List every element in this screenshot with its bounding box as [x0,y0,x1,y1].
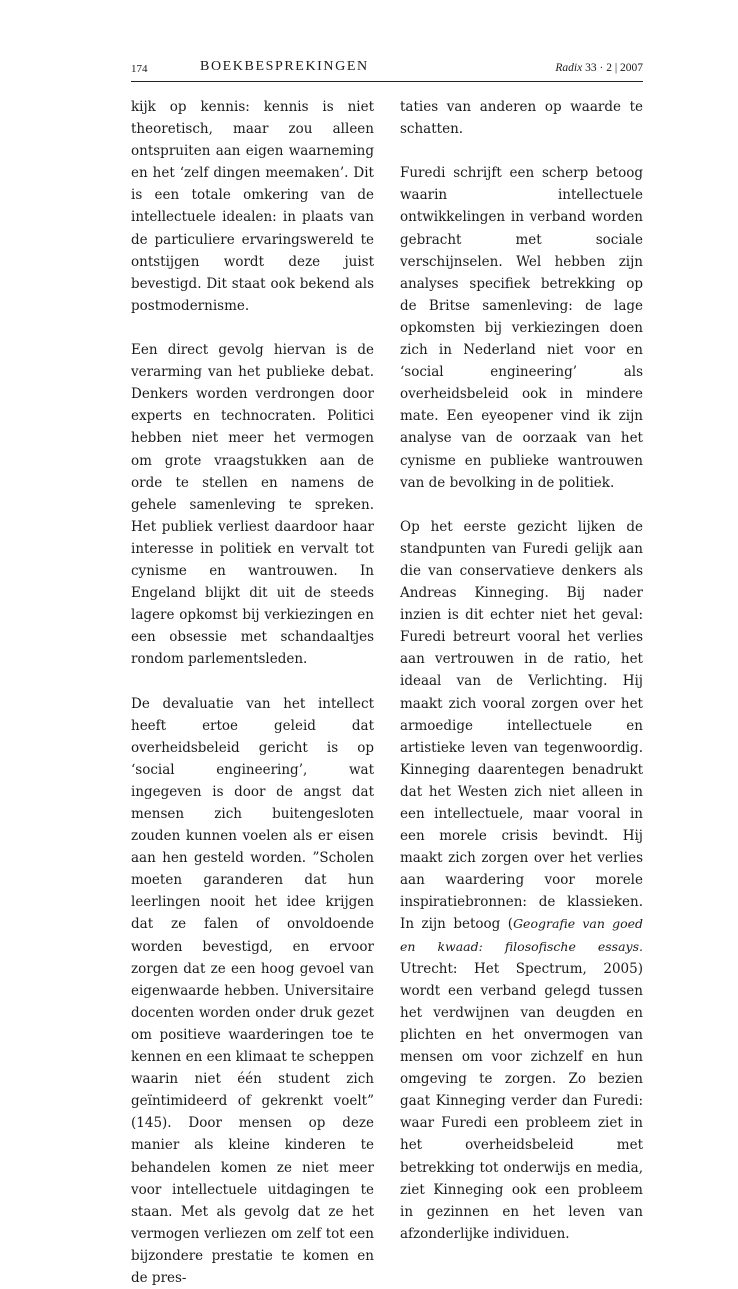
paragraph: taties van anderen op waarde te schatten. [400,99,643,138]
paragraph-text: Utrecht: Het Spectrum, 2005) wordt een verband gelegd tussen het verdwijnen van deugden en plichten en het onvermogen van mensen om voor zichzelf en hun omgeving te zorgen. Zo bezien gaat Kinneging verder dan Furedi: waar Furedi een probleem ziet in het overheidsbeleid met betrekking tot onderwijs en media, ziet Kinneging ook een probleem in gezinnen en het leven van afzonderlijke individuen. [400,960,643,1242]
book-reference: Geografie van goed en kwaad: filosofische essays. [400,916,643,954]
running-header [131,57,643,82]
paragraph: De devaluatie van het intellect heeft ertoe geleid dat overheidsbeleid gericht is op ‘social engineering’, wat ingegeven is door de angst dat mensen zich buitengesloten zouden kunnen voelen als er eisen aan hen gesteld worden. ”Scholen moeten garanderen dat hun leerlingen nooit het idee krijgen dat ze falen of onvoldoende worden bevestigd, en ervoor zorgen dat ze een hoog gevoel van eigenwaarde hebben. Universitaire docenten worden onder druk gezet om positieve waarderingen toe te kennen en een klimaat te scheppen waarin niet één student zich geïntimideerd of gekrenkt voelt” (145). Door mensen op deze manier als kleine kinderen te behandelen komen ze niet meer voor intellectuele uitdagingen te staan. Met als gevolg dat ze het vermogen verliezen om zelf tot een bijzondere prestatie te komen en de pres- [131,695,374,1286]
paragraph: Furedi schrijft een scherp betoog waarin intellectuele ontwikkelingen in verband worden gebracht met sociale verschijnselen. Wel hebben zijn analyses specifiek betrekking op de Britse samenleving: de lage opkomsten bij verkiezingen doen zich in Nederland niet voor en ‘social engineering’ als overheidsbeleid ook in mindere mate. Een eyeopener vind ik zijn analyse van de oorzaak van het cynisme en publieke wantrouwen van de bevolking in de politiek. [400,165,643,491]
section-title: BOEKBESPREKINGEN [200,59,369,74]
journal-info [555,62,643,74]
paragraph: kijk op kennis: kennis is niet theoretisch, maar zou alleen ontspruiten aan eigen waarneming en het ‘zelf dingen meemaken’. Dit is een totale omkering van de intellectuele idealen: in plaats van de particuliere ervaringswereld te ontstijgen wordt deze juist bevestigd. Dit staat ook bekend als postmodernisme. [131,99,374,314]
journal-name: Radix [555,62,583,74]
paragraph [400,516,643,1245]
left-column [131,96,374,1289]
right-column [400,96,643,1245]
paragraph: Een direct gevolg hiervan is de verarming van het publieke debat. Denkers worden verdrongen door experts en technocraten. Politici hebben niet meer het vermogen om grote vraagstukken aan de orde te stellen en namens de gehele samenleving te spreken. Het publiek verliest daardoor haar interesse in politiek en vervalt tot cynisme en wantrouwen. In Engeland blijkt dit uit de steeds lagere opkomst bij verkiezingen en een obsessie met schandaaltjes rondom parlementsleden. [131,342,374,668]
page-number: 174 [131,63,148,75]
journal-issue: 33 · 2 | 2007 [585,62,643,74]
paragraph-text: Op het eerste gezicht lijken de standpunten van Furedi gelijk aan die van conservatieve denkers als Andreas Kinneging. Bij nader inzien is dit echter niet het geval: Furedi betreurt vooral het verlies aan vertrouwen in de ratio, het ideaal van de Verlichting. Hij maakt zich vooral zorgen over het armoedige intellectuele en artistieke leven van tegenwoordig. Kinneging daarentegen benadrukt dat het Westen zich niet alleen in een intellectuele, maar vooral in een morele crisis bevindt. Hij maakt zich zorgen over het verlies aan waardering voor morele inspiratiebronnen: de klassieken. In zijn betoog ( [400,518,643,933]
